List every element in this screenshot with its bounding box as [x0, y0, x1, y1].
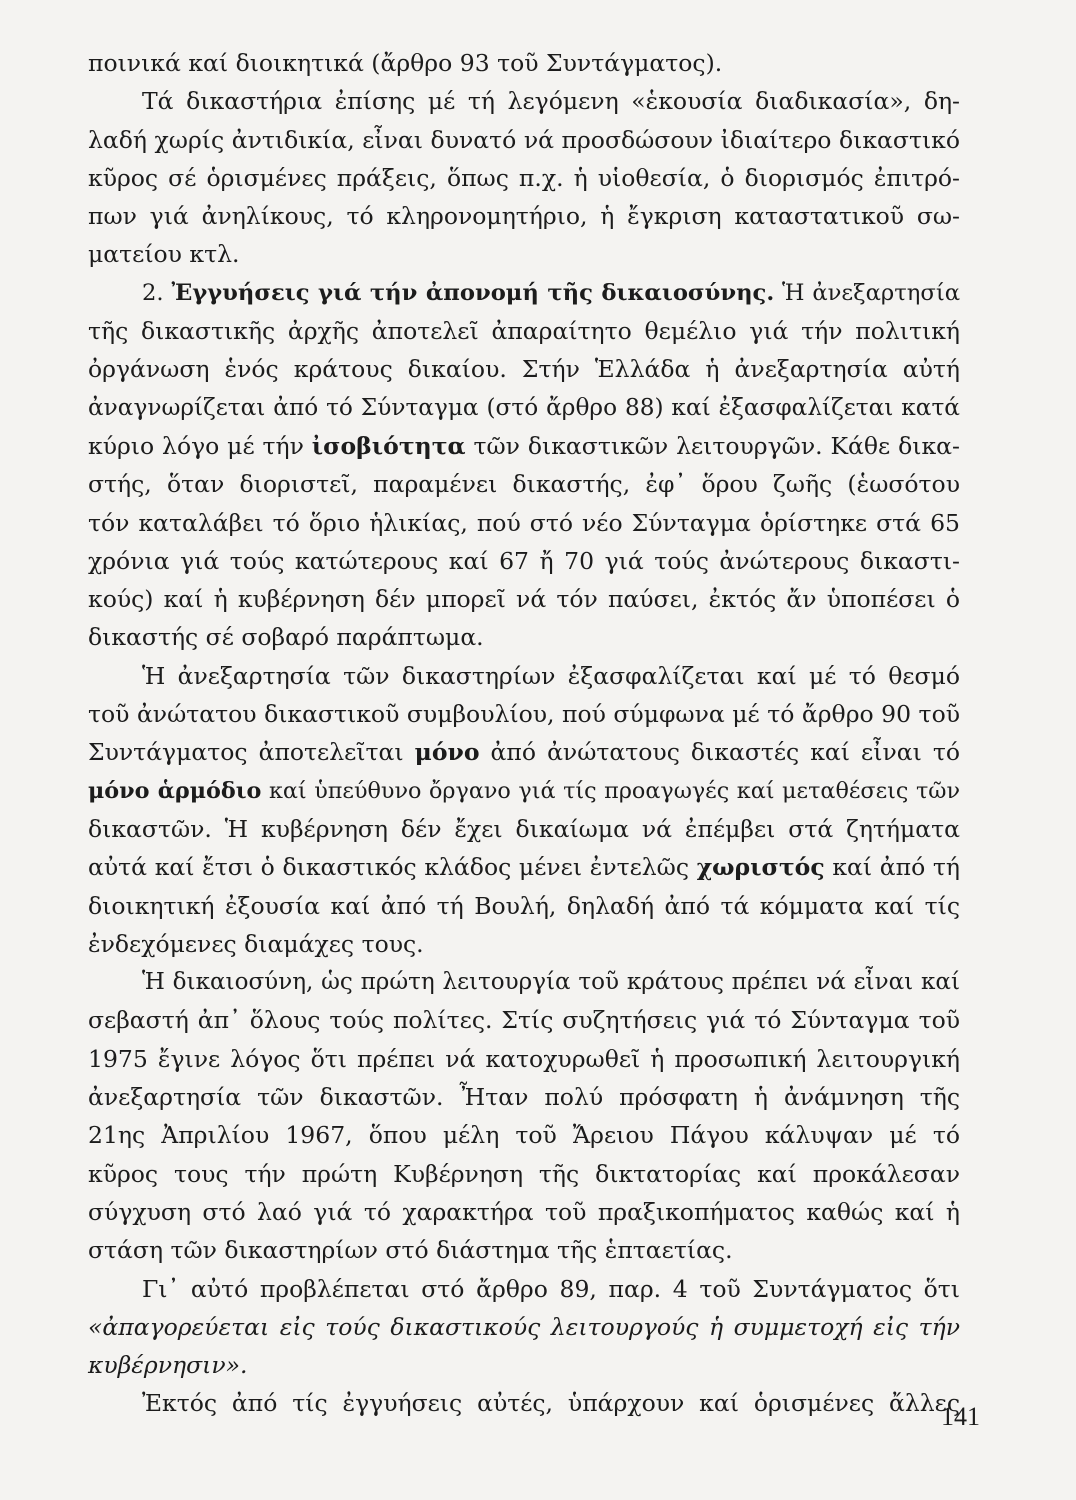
- text-line: λαδή χωρίς ἀντιδικία, εἶναι δυνατό νά προσδώσουν ἰδιαίτερο δικαστικό: [88, 125, 960, 154]
- text-line: ἐνδεχόμενες διαμάχες τους.: [88, 929, 424, 958]
- text-line: Συντάγματος ἀποτελεῖται μόνο ἀπό ἀνώτατους δικαστές καί εἶναι τό: [88, 738, 961, 767]
- text-line: στάση τῶν δικαστηρίων στό διάστημα τῆς ἑπταετίας.: [88, 1236, 733, 1265]
- emphasis-text: μόνο ἁρμόδιο: [88, 777, 262, 804]
- text-line: ματείου κτλ.: [88, 240, 240, 269]
- emphasis-text: μόνο: [414, 738, 480, 767]
- text-line: ποινικά καί διοικητικά (ἄρθρο 93 τοῦ Συντάγματος).: [88, 49, 723, 77]
- text-line: τῆς δικαστικῆς ἀρχῆς ἀποτελεῖ ἀπαραίτητο θεμέλιο γιά τήν πολιτική: [88, 317, 960, 346]
- text-line: κούς) καί ἡ κυβέρνηση δέν μπορεῖ νά τόν παύσει, ἐκτός ἄν ὑποπέσει ὁ: [88, 585, 960, 614]
- text-line: χρόνια γιά τούς κατώτερους καί 67 ἤ 70 γιά τούς ἀνώτερους δικαστι-: [88, 546, 960, 575]
- section-heading: Ἐγγυήσεις γιά τήν ἀπονομή τῆς δικαιοσύνης.: [171, 279, 775, 306]
- text-body: [88, 44, 960, 1423]
- text-line: σεβαστή ἀπ᾿ ὅλους τούς πολίτες. Στίς συζητήσεις γιά τό Σύνταγμα τοῦ: [88, 1006, 960, 1035]
- text-line: κῦρος σέ ὁρισμένες πράξεις, ὅπως π.χ. ἡ υἱοθεσία, ὁ διορισμός ἐπιτρό-: [88, 163, 960, 192]
- text-line: 21ης Ἀπριλίου 1967, ὅπου μέλη τοῦ Ἄρειου Πάγου κάλυψαν μέ τό: [88, 1121, 960, 1150]
- text-line: Ἐκτός ἀπό τίς ἐγγυήσεις αὐτές, ὑπάρχουν καί ὁρισμένες ἄλλες: [142, 1389, 960, 1418]
- text-line: κῦρος τους τήν πρώτη Κυβέρνηση τῆς δικτατορίας καί προκάλεσαν: [88, 1159, 960, 1188]
- text-line: ἀναγνωρίζεται ἀπό τό Σύνταγμα (στό ἄρθρο 88) καί ἐξασφαλίζεται κατά: [88, 393, 960, 421]
- emphasis-text: χωριστός: [696, 853, 825, 882]
- text-line: τοῦ ἀνώτατου δικαστικοῦ συμβουλίου, πού σύμφωνα μέ τό ἄρθρο 90 τοῦ: [88, 700, 960, 729]
- text-line: Ἡ ἀνεξαρτησία τῶν δικαστηρίων ἐξασφαλίζεται καί μέ τό θεσμό: [142, 661, 960, 690]
- text-line: 1975 ἔγινε λόγος ὅτι πρέπει νά κατοχυρωθεῖ ἡ προσωπική λειτουργική: [88, 1044, 960, 1073]
- text-line: ἀνεξαρτησία τῶν δικαστῶν. Ἦταν πολύ πρόσφατη ἡ ἀνάμνηση τῆς: [88, 1083, 960, 1112]
- page-number: 141: [941, 1402, 980, 1431]
- text-line: τόν καταλάβει τό ὅριο ἡλικίας, πού στό νέο Σύνταγμα ὁρίστηκε στά 65: [88, 508, 960, 537]
- text-line: Τά δικαστήρια ἐπίσης μέ τή λεγόμενη «ἑκουσία διαδικασία», δη-: [142, 87, 960, 116]
- text-line: δικαστῶν. Ἡ κυβέρνηση δέν ἔχει δικαίωμα νά ἐπέμβει στά ζητήματα: [88, 814, 960, 843]
- text-line: ὀργάνωση ἑνός κράτους δικαίου. Στήν Ἑλλάδα ἡ ἀνεξαρτησία αὐτή: [88, 355, 960, 384]
- text-line: διοικητική ἐξουσία καί ἀπό τή Βουλή, δηλαδή ἀπό τά κόμματα καί τίς: [88, 891, 960, 920]
- text-line: πων γιά ἀνηλίκους, τό κληρονομητήριο, ἡ ἔγκριση καταστατικοῦ σω-: [88, 202, 960, 231]
- quotation-line: κυβέρνησιν».: [88, 1351, 248, 1380]
- text-line: δικαστής σέ σοβαρό παράπτωμα.: [88, 623, 484, 652]
- text-line: μόνο ἁρμόδιο καί ὑπεύθυνο ὄργανο γιά τίς προαγωγές καί μεταθέσεις τῶν: [88, 777, 960, 804]
- text-line: κύριο λόγο μέ τήν ἰσοβιότητα τῶν δικαστικῶν λειτουργῶν. Κάθε δικα-: [88, 431, 960, 460]
- text-line: σύγχυση στό λαό γιά τό χαρακτήρα τοῦ πραξικοπήματος καθώς καί ἡ: [88, 1197, 960, 1226]
- emphasis-text: ἰσοβιότητα: [311, 431, 466, 460]
- quotation-line: «ἀπαγορεύεται εἰς τούς δικαστικούς λειτουργούς ἡ συμμετοχή εἰς τήν: [88, 1312, 960, 1341]
- text-line: Ἡ δικαιοσύνη, ὡς πρώτη λειτουργία τοῦ κράτους πρέπει νά εἶναι καί: [142, 969, 960, 996]
- section-heading-line: 2. Ἐγγυήσεις γιά τήν ἀπονομή τῆς δικαιοσύνης. Ἡ ἀνεξαρτησία: [142, 279, 960, 306]
- text-line: αὐτά καί ἔτσι ὁ δικαστικός κλάδος μένει ἐντελῶς χωριστός καί ἀπό τή: [88, 853, 960, 882]
- text-line: στής, ὅταν διοριστεῖ, παραμένει δικαστής, ἐφ᾿ ὅρου ζωῆς (ἑωσότου: [88, 470, 960, 499]
- text-line: Γι᾿ αὐτό προβλέπεται στό ἄρθρο 89, παρ. 4 τοῦ Συντάγματος ὅτι: [142, 1274, 960, 1303]
